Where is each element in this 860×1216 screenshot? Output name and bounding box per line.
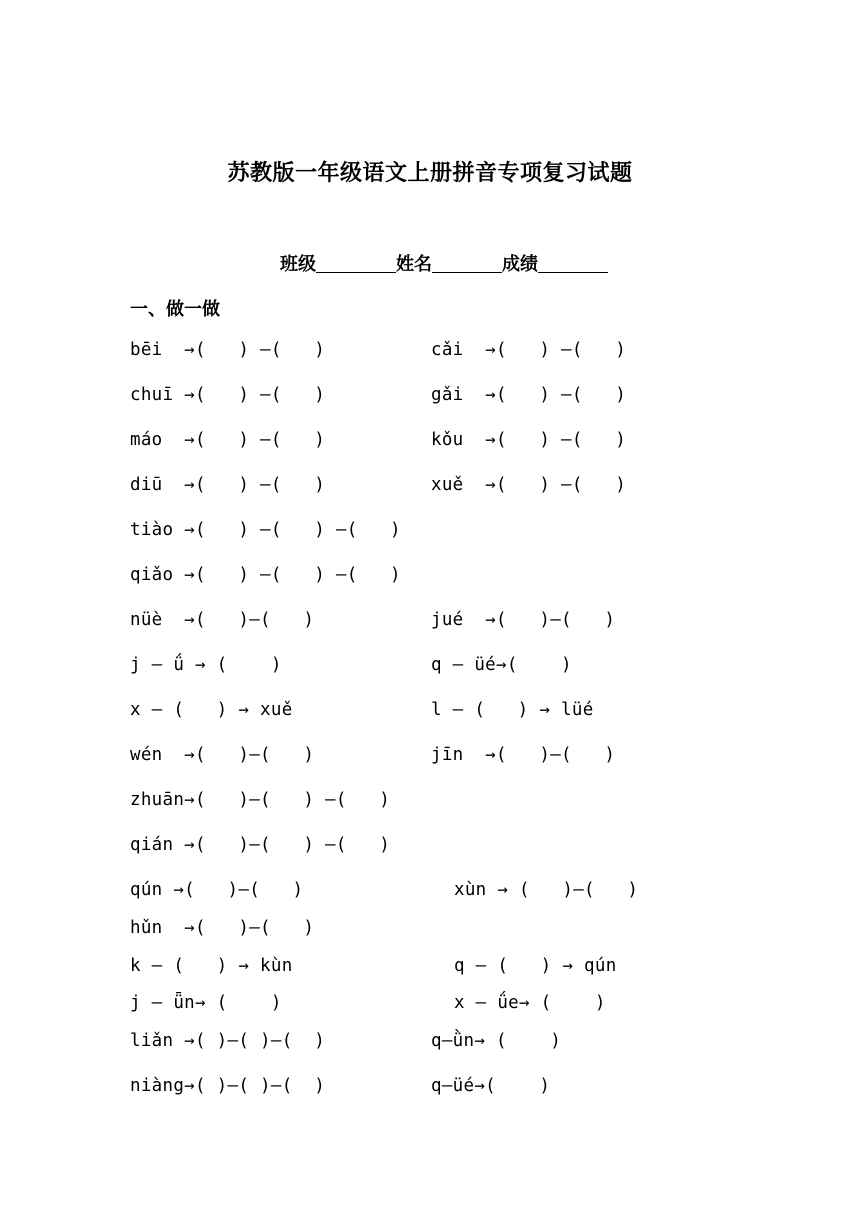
student-info-line — [280, 250, 608, 276]
exercise-item: niàng→( )—( )—( ) — [130, 1076, 326, 1096]
exercise-item: xùn → ( )—( ) — [454, 880, 639, 900]
exercise-item: x — ǘe→ ( ) — [454, 993, 606, 1013]
exercise-item: zhuān→( )—( ) —( ) — [130, 790, 391, 810]
exercise-item: x — ( ) → xuě — [130, 700, 293, 720]
exercise-item: qún →( )—( ) — [130, 880, 304, 900]
exercise-item: hǔn →( )—( ) — [130, 918, 315, 938]
exercise-item: máo →( ) —( ) — [130, 430, 326, 450]
exercise-item: diū →( ) —( ) — [130, 475, 326, 495]
exercise-item: q — üé→( ) — [431, 655, 572, 675]
exercise-item: q—üé→( ) — [431, 1076, 551, 1096]
page-title: 苏教版一年级语文上册拼音专项复习试题 — [227, 161, 633, 186]
exercise-item: qián →( )—( ) —( ) — [130, 835, 391, 855]
exercise-item: q—ǜn→ ( ) — [431, 1031, 562, 1051]
score-label: 成绩 — [502, 254, 538, 275]
exercise-item: jué →( )—( ) — [431, 610, 616, 630]
score-blank[interactable] — [538, 254, 608, 273]
exercise-item: cǎi →( ) —( ) — [431, 340, 627, 360]
exercise-item: bēi →( ) —( ) — [130, 340, 326, 360]
exercise-item: j — ǘ → ( ) — [130, 655, 282, 675]
exercise-item: liǎn →( )—( )—( ) — [130, 1031, 326, 1051]
name-label: 姓名 — [396, 254, 432, 275]
exercise-item: jīn →( )—( ) — [431, 745, 616, 765]
exercise-item: nüè →( )—( ) — [130, 610, 315, 630]
exercise-item: tiào →( ) —( ) —( ) — [130, 520, 401, 540]
exercise-item: q — ( ) → qún — [454, 956, 617, 976]
class-label: 班级 — [280, 254, 316, 275]
section-heading: 一、做一做 — [130, 299, 220, 320]
exercise-item: chuī →( ) —( ) — [130, 385, 326, 405]
exercise-item: k — ( ) → kùn — [130, 956, 293, 976]
exercise-item: wén →( )—( ) — [130, 745, 315, 765]
name-blank[interactable] — [432, 254, 502, 273]
exercise-item: l — ( ) → lüé — [431, 700, 594, 720]
exercise-item: qiǎo →( ) —( ) —( ) — [130, 565, 401, 585]
class-blank[interactable] — [316, 254, 396, 273]
exercise-item: gǎi →( ) —( ) — [431, 385, 627, 405]
exercise-item: j — ǖn→ ( ) — [130, 993, 282, 1013]
exercise-item: xuě →( ) —( ) — [431, 475, 627, 495]
exercise-item: kǒu →( ) —( ) — [431, 430, 627, 450]
